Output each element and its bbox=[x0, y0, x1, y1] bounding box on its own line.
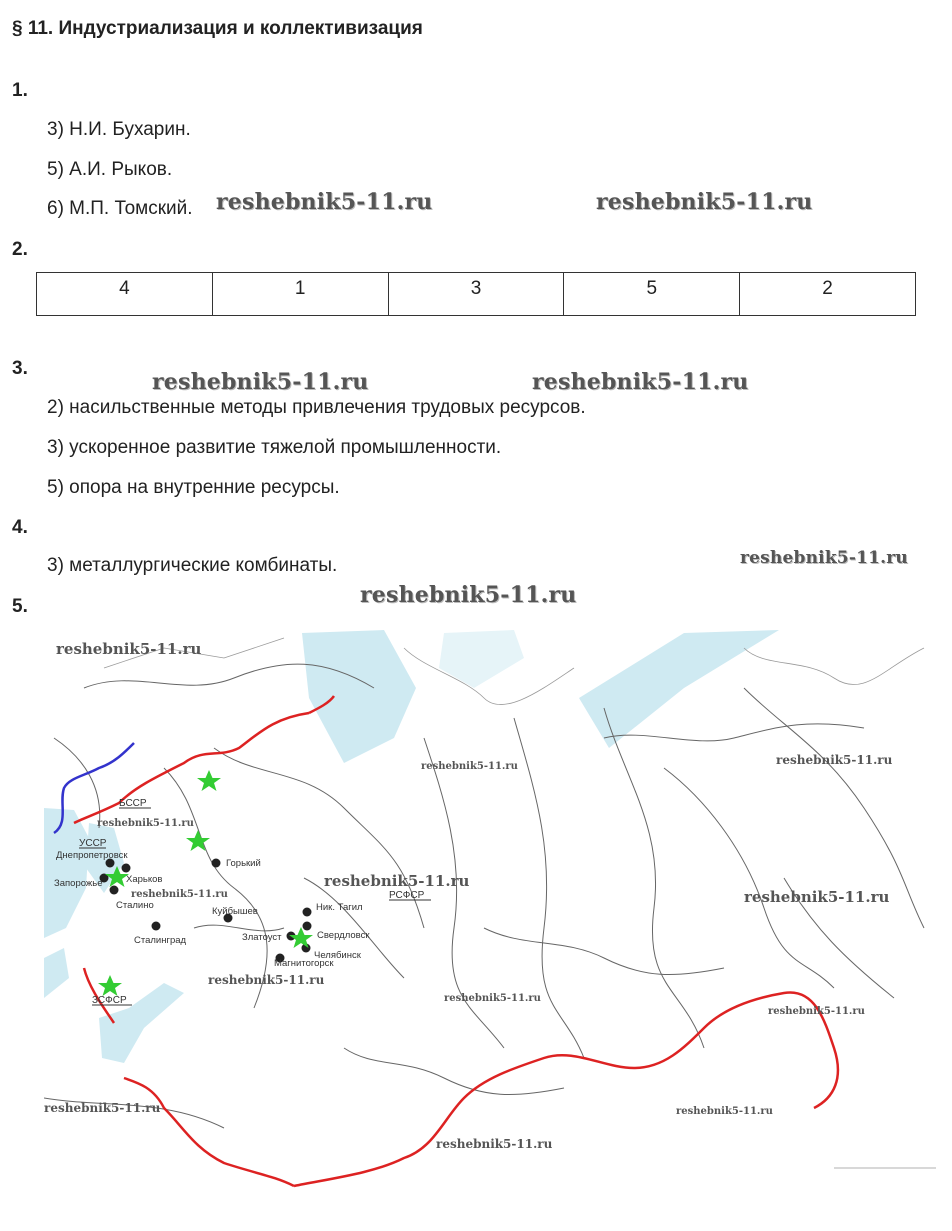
watermark: reshebnik5-11.ru bbox=[532, 369, 749, 395]
city-label: Запорожье bbox=[54, 878, 103, 889]
answer-item: 3) ускоренное развитие тяжелой промышленности. bbox=[47, 437, 502, 458]
city-dot bbox=[303, 922, 312, 931]
watermark: reshebnik5-11.ru bbox=[776, 753, 893, 767]
city-label: Сталино bbox=[116, 900, 154, 911]
question-number: 4. bbox=[12, 517, 28, 538]
answer-item: 5) А.И. Рыков. bbox=[47, 159, 173, 180]
question-number: 1. bbox=[12, 80, 28, 101]
watermark: reshebnik5-11.ru bbox=[44, 1101, 161, 1115]
sequence-table bbox=[36, 272, 916, 316]
sequence-cell: 4 bbox=[37, 273, 213, 316]
watermark: reshebnik5-11.ru bbox=[744, 888, 890, 906]
city-label: Челябинск bbox=[314, 950, 361, 961]
sequence-cell: 5 bbox=[564, 273, 740, 316]
watermark: reshebnik5-11.ru bbox=[676, 1106, 773, 1117]
watermark: reshebnik5-11.ru bbox=[56, 640, 202, 658]
label-bssr: БССР bbox=[119, 798, 147, 809]
label-zsfsr: ЗСФСР bbox=[92, 995, 127, 1006]
city-label: Днепропетровск bbox=[56, 850, 128, 861]
answer-item: 2) насильственные методы привлечения трудовых ресурсов. bbox=[47, 397, 586, 418]
city-label: Свердловск bbox=[317, 930, 370, 941]
label-ussr: УССР bbox=[79, 838, 107, 849]
watermark: reshebnik5-11.ru bbox=[740, 548, 908, 568]
watermark: reshebnik5-11.ru bbox=[436, 1137, 553, 1151]
watermark: reshebnik5-11.ru bbox=[596, 189, 813, 215]
watermark: reshebnik5-11.ru bbox=[216, 189, 433, 215]
city-label: Харьков bbox=[126, 874, 163, 885]
city-label: Златоуст bbox=[242, 932, 282, 943]
watermark: reshebnik5-11.ru bbox=[444, 993, 541, 1004]
answer-item: 6) М.П. Томский. bbox=[47, 198, 193, 219]
city-dot bbox=[110, 886, 119, 895]
ussr-industrial-map bbox=[44, 628, 936, 1198]
watermark: reshebnik5-11.ru bbox=[208, 973, 325, 987]
city-dot bbox=[152, 922, 161, 931]
question-number: 2. bbox=[12, 239, 28, 260]
watermark: reshebnik5-11.ru bbox=[421, 761, 518, 772]
page-title: § 11. Индустриализация и коллективизация bbox=[12, 18, 423, 39]
question-number: 3. bbox=[12, 358, 28, 379]
question-number: 5. bbox=[12, 596, 28, 617]
city-label: Сталинград bbox=[134, 935, 187, 946]
sequence-cell: 2 bbox=[740, 273, 916, 316]
city-label: Куйбышев bbox=[212, 906, 258, 917]
label-rsfsr: РСФСР bbox=[389, 890, 425, 901]
watermark: reshebnik5-11.ru bbox=[131, 889, 228, 900]
watermark: reshebnik5-11.ru bbox=[152, 369, 369, 395]
sequence-cell: 1 bbox=[212, 273, 388, 316]
watermark: reshebnik5-11.ru bbox=[324, 872, 470, 890]
city-label: Горький bbox=[226, 858, 261, 869]
city-label: Магнитогорск bbox=[274, 958, 334, 969]
city-dot bbox=[122, 864, 131, 873]
answer-item: 3) Н.И. Бухарин. bbox=[47, 119, 191, 140]
watermark: reshebnik5-11.ru bbox=[360, 582, 577, 608]
watermark: reshebnik5-11.ru bbox=[768, 1006, 865, 1017]
sequence-cell: 3 bbox=[388, 273, 564, 316]
watermark: reshebnik5-11.ru bbox=[97, 818, 194, 829]
city-dot bbox=[303, 908, 312, 917]
city-dot bbox=[212, 859, 221, 868]
city-label: Ник. Тагил bbox=[316, 902, 363, 913]
answer-item: 5) опора на внутренние ресурсы. bbox=[47, 477, 340, 498]
answer-item: 3) металлургические комбинаты. bbox=[47, 555, 338, 576]
map-canvas bbox=[44, 628, 936, 1198]
